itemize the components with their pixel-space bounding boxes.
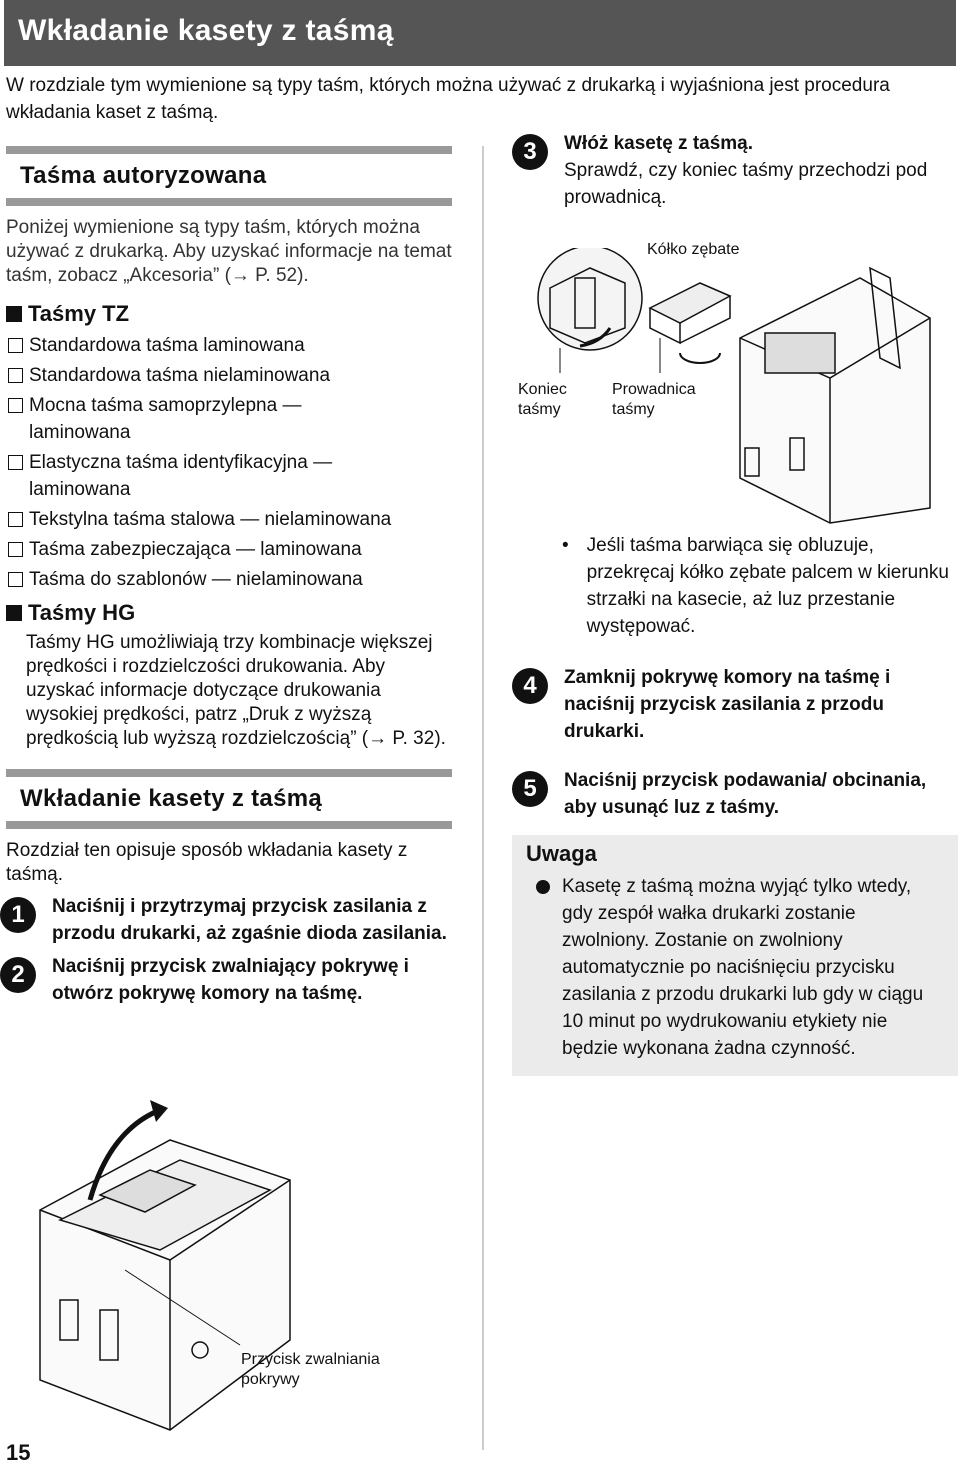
section-title: Wkładanie kasety z taśmą xyxy=(20,785,323,812)
intro-text: W rozdziale tym wymienione są typy taśm, których można używać z drukarką i wyjaśniona jest procedura wkładania kaset z taśmą. xyxy=(6,75,890,123)
left-column xyxy=(6,146,452,1007)
checkbox-icon xyxy=(8,398,23,413)
list-item: Mocna taśma samoprzylepna — laminowana xyxy=(6,392,386,446)
note-box: Uwaga Kasetę z taśmą można wyjąć tylko wtedy, gdy zespół wałka drukarki zostanie zwolniony. Zostanie on zwolniony automatycznie po naciśnięciu przycisku zasilania z przodu drukarki lub gdy w ciągu 10 minut po wydrukowaniu etykiety nie będzie wykonana żadna czynność. xyxy=(512,835,958,1076)
column-divider xyxy=(482,146,484,1450)
step-1: 1 Naciśnij i przytrzymaj przycisk zasilania z przodu drukarki, aż zgaśnie dioda zasilania. xyxy=(6,893,452,947)
section-heading-authorized xyxy=(6,146,452,206)
page-header xyxy=(4,0,956,66)
figure-label-gear: Kółko zębate xyxy=(647,241,740,258)
step-number: 3 xyxy=(512,134,548,170)
hg-text: Taśmy HG umożliwiają trzy kombinacje większej prędkości i rozdzielczości drukowania. Aby uzyskać informacje dotyczące drukowania wysokiej prędkości, patrz „Druk z wyższą prędkością lub wyższą rozdzielczością” (→ P. 32). xyxy=(26,632,446,749)
right-column-lower xyxy=(512,520,958,1076)
bullet-dot-icon xyxy=(536,880,550,894)
list-item: Standardowa taśma laminowana xyxy=(6,332,452,359)
step-5: 5 Naciśnij przycisk podawania/ obcinania, aby usunąć luz z taśmy. xyxy=(512,767,958,821)
bullet-item: • Jeśli taśma barwiąca się obluzuje, przekręcaj kółko zębate palcem w kierunku strzałki na kasecie, aż luz przestanie występować. xyxy=(562,535,949,637)
subheading-hg: Taśmy HG xyxy=(6,599,452,627)
subheading-tz: Taśmy TZ xyxy=(6,300,452,328)
list-item: Elastyczna taśma identyfikacyjna — laminowana xyxy=(6,449,406,503)
step-number: 4 xyxy=(512,668,548,704)
step-number: 1 xyxy=(0,897,36,933)
figure-label: Przycisk zwalniania pokrywy xyxy=(241,1351,380,1388)
section-text: Poniżej wymienione są typy taśm, których można używać z drukarką. Aby uzyskać informacje na temat taśm, zobacz „Akcesoria” (→ P. 52). xyxy=(6,217,452,286)
tz-list xyxy=(6,332,452,593)
list-item: Taśma zabezpieczająca — laminowana xyxy=(6,536,452,563)
cassette-insert-illustration xyxy=(530,248,940,528)
list-item: Tekstylna taśma stalowa — nielaminowana xyxy=(6,506,452,533)
list-item: Taśma do szablonów — nielaminowana xyxy=(6,566,452,593)
page-number: 15 xyxy=(6,1440,31,1465)
section-text: Rozdział ten opisuje sposób wkładania kasety z taśmą. xyxy=(6,840,408,885)
checkbox-icon xyxy=(8,512,23,527)
figure-label-tape-end: Koniec taśmy xyxy=(518,381,567,418)
list-item: Standardowa taśma nielaminowana xyxy=(6,362,452,389)
step-number: 5 xyxy=(512,771,548,807)
square-bullet-icon xyxy=(6,306,22,322)
checkbox-icon xyxy=(8,368,23,383)
section-title: Taśma autoryzowana xyxy=(20,162,267,189)
square-bullet-icon xyxy=(6,605,22,621)
step-3: 3 Włóż kasetę z taśmą. Sprawdź, czy koniec taśmy przechodzi pod prowadnicą. xyxy=(512,130,958,211)
section-heading-loading xyxy=(6,769,452,829)
checkbox-icon xyxy=(8,542,23,557)
step-4: 4 Zamknij pokrywę komory na taśmę i naciśnij przycisk zasilania z przodu drukarki. xyxy=(512,664,958,745)
right-column xyxy=(512,130,958,211)
checkbox-icon xyxy=(8,338,23,353)
step-number: 2 xyxy=(0,957,36,993)
note-title: Uwaga xyxy=(526,841,597,866)
page-title: Wkładanie kasety z taśmą xyxy=(18,14,394,47)
figure-label-guide: Prowadnica taśmy xyxy=(612,381,696,418)
checkbox-icon xyxy=(8,572,23,587)
checkbox-icon xyxy=(8,455,23,470)
step-2: 2 Naciśnij przycisk zwalniający pokrywę i otwórz pokrywę komory na taśmę. xyxy=(6,953,452,1007)
